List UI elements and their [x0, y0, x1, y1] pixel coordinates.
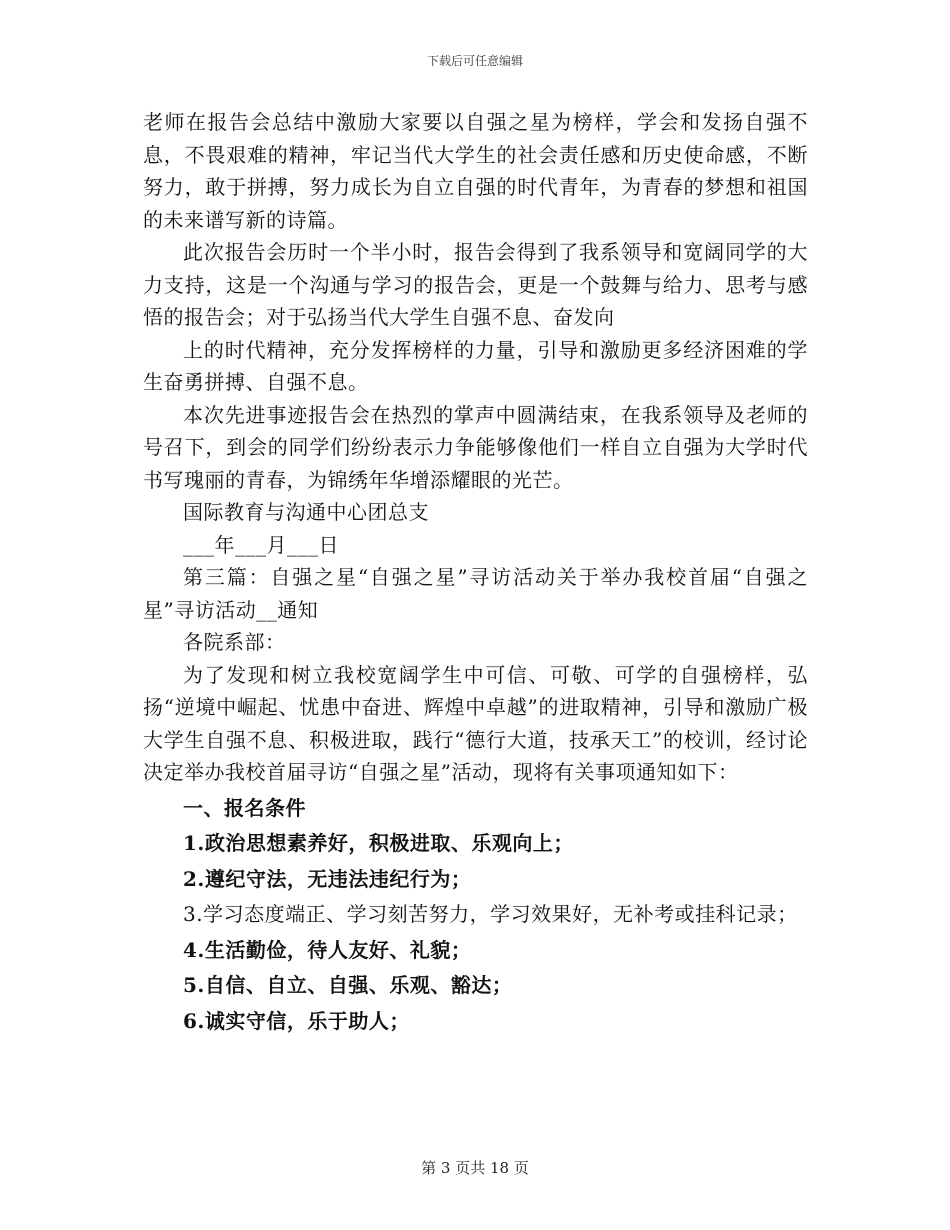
- salutation: 各院系部：: [183, 630, 286, 654]
- page-footer: 第 3 页共 18 页: [421, 1159, 529, 1177]
- requirements-heading: 一、报名条件: [183, 795, 306, 820]
- document-body: [143, 106, 808, 1037]
- requirement-item-2: 2.遵纪守法，无违法违纪行为；: [183, 866, 472, 891]
- requirement-item-4: 4.生活勤俭，待人友好、礼貌；: [183, 937, 472, 962]
- page-header: 下载后可任意编辑: [426, 54, 523, 68]
- signature-date: ___年___月___日: [183, 532, 339, 557]
- requirement-item-1: 1.政治思想素养好，积极进取、乐观向上；: [183, 831, 574, 855]
- requirement-item-6: 6.诚实守信，乐于助人；: [183, 1008, 410, 1033]
- paragraph-2: 此次报告会历时一个半小时，报告会得到了我系领导和宽阔同学的大力支持，这是一个沟通与学习的报告会，更是一个鼓舞与给力、思考与感悟的报告会；对于弘扬当代大学生自强不息、奋发向: [143, 240, 808, 329]
- paragraph-1: 老师在报告会总结中激励大家要以自强之星为榜样，学会和发扬自强不息，不畏艰难的精神，牢记当代大学生的社会责任感和历史使命感，不断努力，敢于拼搏，努力成长为自立自强的时代青年，为青春的梦想和祖国的未来谱写新的诗篇。: [143, 110, 808, 232]
- paragraph-4: 本次先进事迹报告会在热烈的掌声中圆满结束，在我系领导及老师的号召下，到会的同学们纷纷表示力争能够像他们一样自立自强为大学时代书写瑰丽的青春，为锦绣年华增添耀眼的光芒。: [143, 402, 808, 492]
- requirement-item-3: 3.学习态度端正、学习刻苦努力，学习效果好，无补考或挂科记录；: [183, 902, 798, 926]
- paragraph-intro: 为了发现和树立我校宽阔学生中可信、可敬、可学的自强榜样，弘扬“逆境中崛起、忧患中奋进、辉煌中卓越”的进取精神，引导和激励广极大学生自强不息、积极进取，践行“德行大道，技承天工”的校训，经讨论决定举办我校首届寻访“自强之星”活动，现将有关事项通知如下：: [143, 662, 808, 784]
- requirement-item-5: 5.自信、自立、自强、乐观、豁达；: [183, 973, 513, 997]
- section-title: 第三篇：自强之星“自强之星”寻访活动关于举办我校首届“自强之星”寻访活动__通知: [143, 565, 808, 622]
- signature-organization: 国际教育与沟通中心团总支: [183, 500, 429, 524]
- paragraph-3: 上的时代精神，充分发挥榜样的力量，引导和激励更多经济困难的学生奋勇拼搏、自强不息。: [143, 337, 808, 394]
